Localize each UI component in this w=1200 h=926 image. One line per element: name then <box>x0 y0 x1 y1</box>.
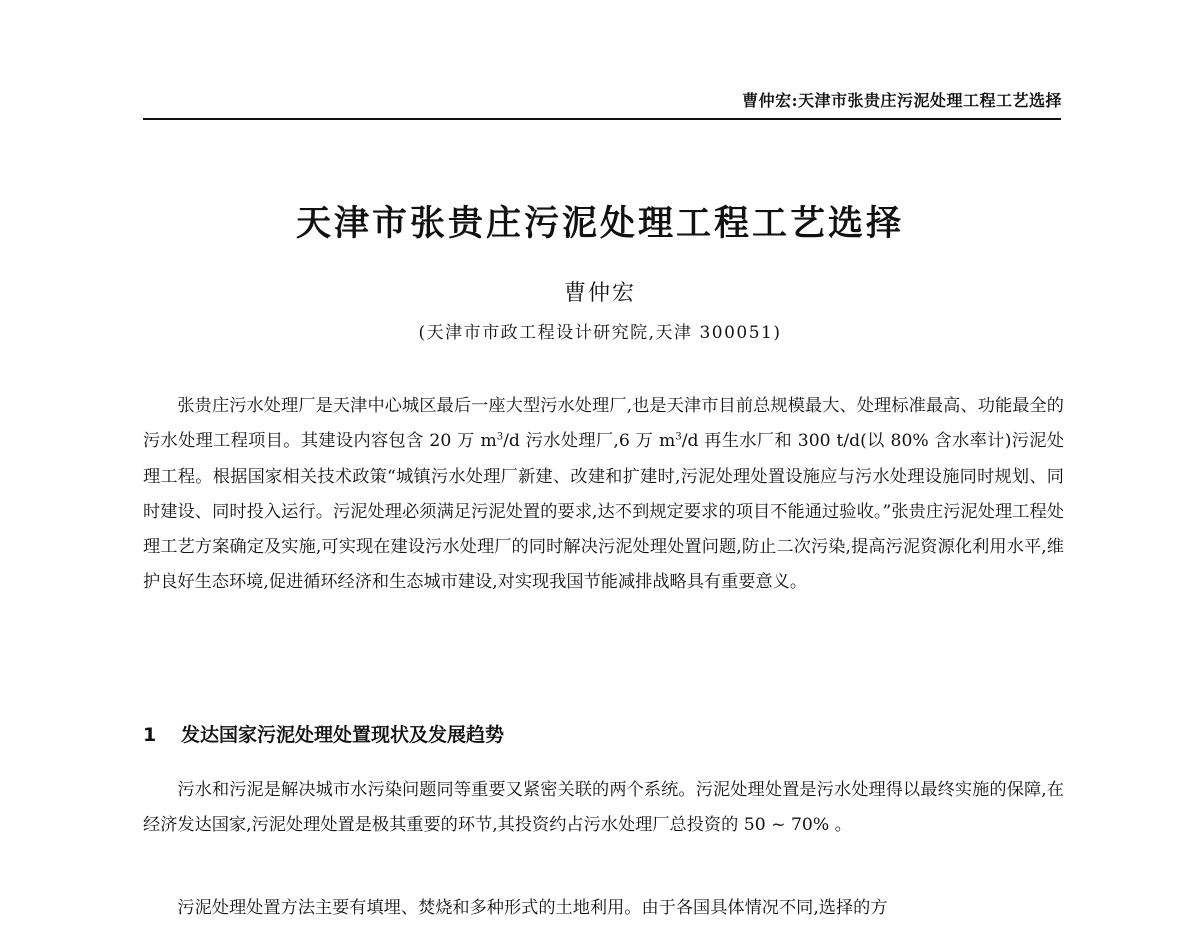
superscript-3: 3 <box>675 431 682 443</box>
superscript-3: 3 <box>496 431 504 443</box>
section-number: 1 <box>143 724 157 746</box>
intro-paragraph <box>143 389 1064 601</box>
intro-text-b: /d 污水处理厂,6 万 m <box>503 431 676 452</box>
intro-text-c: /d 再生水厂和 300 t/d(以 80% 含水率计)污泥处理工程。根据国家相关技术政策“城镇污水处理厂新建、改建和扩建时,污泥处理处置设施应与污水处理设施同时规划、同时建设、同时投入运行。污泥处理必须满足污泥处置的要求,达不到规定要求的项目不能通过验收。”张贵庄污泥处理工程处理工艺方案确定及实施,可实现在建设污水处理厂的同时解决污泥处理处置问题,防止二次污染,提高污泥资源化利用水平,维护良好生态环境,促进循环经济和生态城市建设,对实现我国节能减排战略具有重要意义。 <box>143 431 1065 593</box>
intro-text-a: 张贵庄污水处理厂是天津中心城区最后一座大型污水处理厂,也是天津市目前总规模最大、处理标准最高、功能最全的污水处理工程项目。其建设内容包含 20 万 m <box>143 396 1064 452</box>
article-title: 天津市张贵庄污泥处理工程工艺选择 <box>295 204 904 244</box>
section-title: 发达国家污泥处理处置现状及发展趋势 <box>181 724 505 746</box>
running-head: 曹仲宏:天津市张贵庄污泥处理工程工艺选择 <box>742 91 1062 110</box>
section-paragraph: 污水和污泥是解决城市水污染问题同等重要又紧密关联的两个系统。污泥处理处置是污水处理得以最终实施的保障,在经济发达国家,污泥处理处置是极其重要的环节,其投资约占污水处理厂总投资的 50 ~ 70% 。 <box>143 780 1064 836</box>
section-heading <box>143 720 504 747</box>
section-paragraph-continued: 污泥处理处置方法主要有填埋、焚烧和多种形式的土地利用。由于各国具体情况不同,选择的方 <box>177 898 888 918</box>
author-affiliation: (天津市市政工程设计研究院,天津 300051) <box>418 323 782 343</box>
author-name: 曹仲宏 <box>563 281 636 306</box>
header-rule <box>143 118 1061 120</box>
